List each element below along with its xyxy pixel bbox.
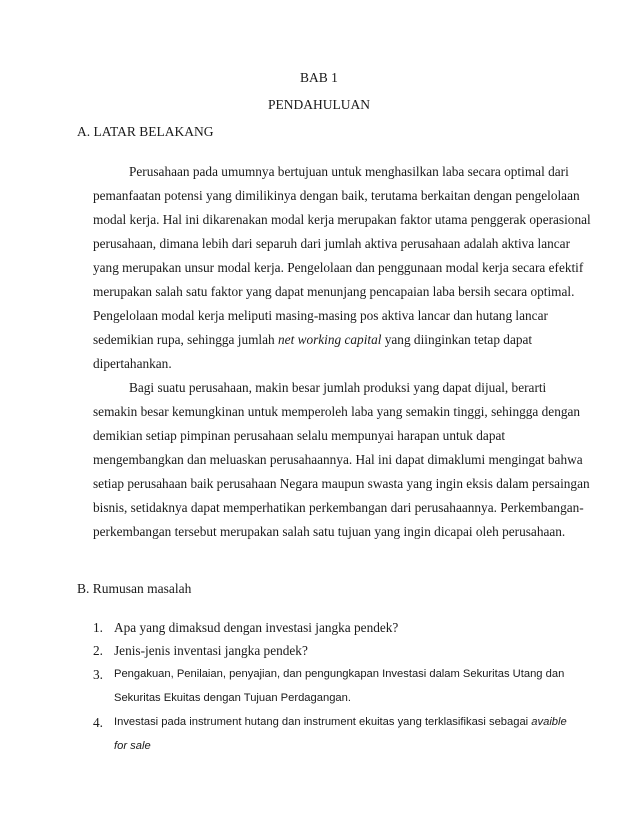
list-number: 4. [93, 715, 103, 730]
paragraph-line: perusahaan, dimana lebih dari separuh dari jumlah aktiva perusahaan adalah aktiva lancar [93, 236, 570, 251]
list-number: 1. [93, 620, 103, 635]
paragraph-text: sedemikian rupa, sehingga jumlah [93, 332, 279, 347]
list-item-text: Investasi pada instrument hutang dan instrument ekuitas yang terklasifikasi sebagai [114, 716, 532, 728]
list-number: 3. [93, 667, 103, 682]
italic-term: avaible [531, 716, 567, 728]
list-number: 2. [93, 643, 103, 658]
list-item [114, 716, 567, 728]
list-item-continuation: for sale [114, 740, 151, 752]
paragraph-line: perkembangan tersebut merupakan salah satu tujuan yang ingin dicapai oleh perusahaan. [93, 524, 566, 539]
paragraph-line: dipertahankan. [93, 356, 172, 371]
paragraph-line: pemanfaatan potensi yang dimilikinya dengan baik, terutama berkaitan dengan pengelolaan [93, 188, 580, 203]
list-item: Apa yang dimaksud dengan investasi jangka pendek? [114, 620, 399, 635]
list-item-continuation: Sekuritas Ekuitas dengan Tujuan Perdagangan. [114, 692, 351, 704]
paragraph-line: Perusahaan pada umumnya bertujuan untuk menghasilkan laba secara optimal dari [129, 164, 569, 179]
list-item: Jenis-jenis inventasi jangka pendek? [114, 643, 308, 658]
paragraph-line: yang merupakan unsur modal kerja. Pengelolaan dan penggunaan modal kerja secara efektif [93, 260, 584, 275]
chapter-subtitle: PENDAHULUAN [268, 97, 370, 112]
paragraph-line: semakin besar kemungkinan untuk memperoleh laba yang semakin tinggi, sehingga dengan [93, 404, 581, 419]
paragraph-line: setiap perusahaan baik perusahaan Negara maupun swasta yang ingin eksis dalam persaingan [93, 476, 590, 491]
paragraph-line: Bagi suatu perusahaan, makin besar jumlah produksi yang dapat dijual, berarti [129, 380, 547, 395]
paragraph-line: modal kerja. Hal ini dikarenakan modal kerja merupakan faktor utama penggerak operasional [93, 212, 591, 227]
paragraph-line: Pengelolaan modal kerja meliputi masing-masing pos aktiva lancar dan hutang lancar [93, 308, 548, 323]
section-b-heading: B. Rumusan masalah [77, 581, 192, 596]
list-item: Pengakuan, Penilaian, penyajian, dan pengungkapan Investasi dalam Sekuritas Utang dan [114, 668, 565, 680]
chapter-title: BAB 1 [300, 70, 338, 85]
paragraph-line [93, 332, 532, 348]
section-a-heading: A. LATAR BELAKANG [77, 124, 214, 139]
paragraph-line: bisnis, setidaknya dapat memperhatikan perkembangan dari perusahaannya. Perkembangan- [93, 500, 584, 515]
paragraph-line: demikian setiap pimpinan perusahaan selalu mempunyai harapan untuk dapat [93, 428, 506, 443]
italic-term: net working capital [278, 332, 382, 347]
paragraph-line: merupakan salah satu faktor yang dapat menunjang pencapaian laba bersih secara optimal. [93, 284, 575, 299]
paragraph-text: yang diinginkan tetap dapat [381, 332, 533, 347]
paragraph-line: mengembangkan dan meluaskan perusahaannya. Hal ini dapat dimaklumi mengingat bahwa [93, 452, 583, 467]
